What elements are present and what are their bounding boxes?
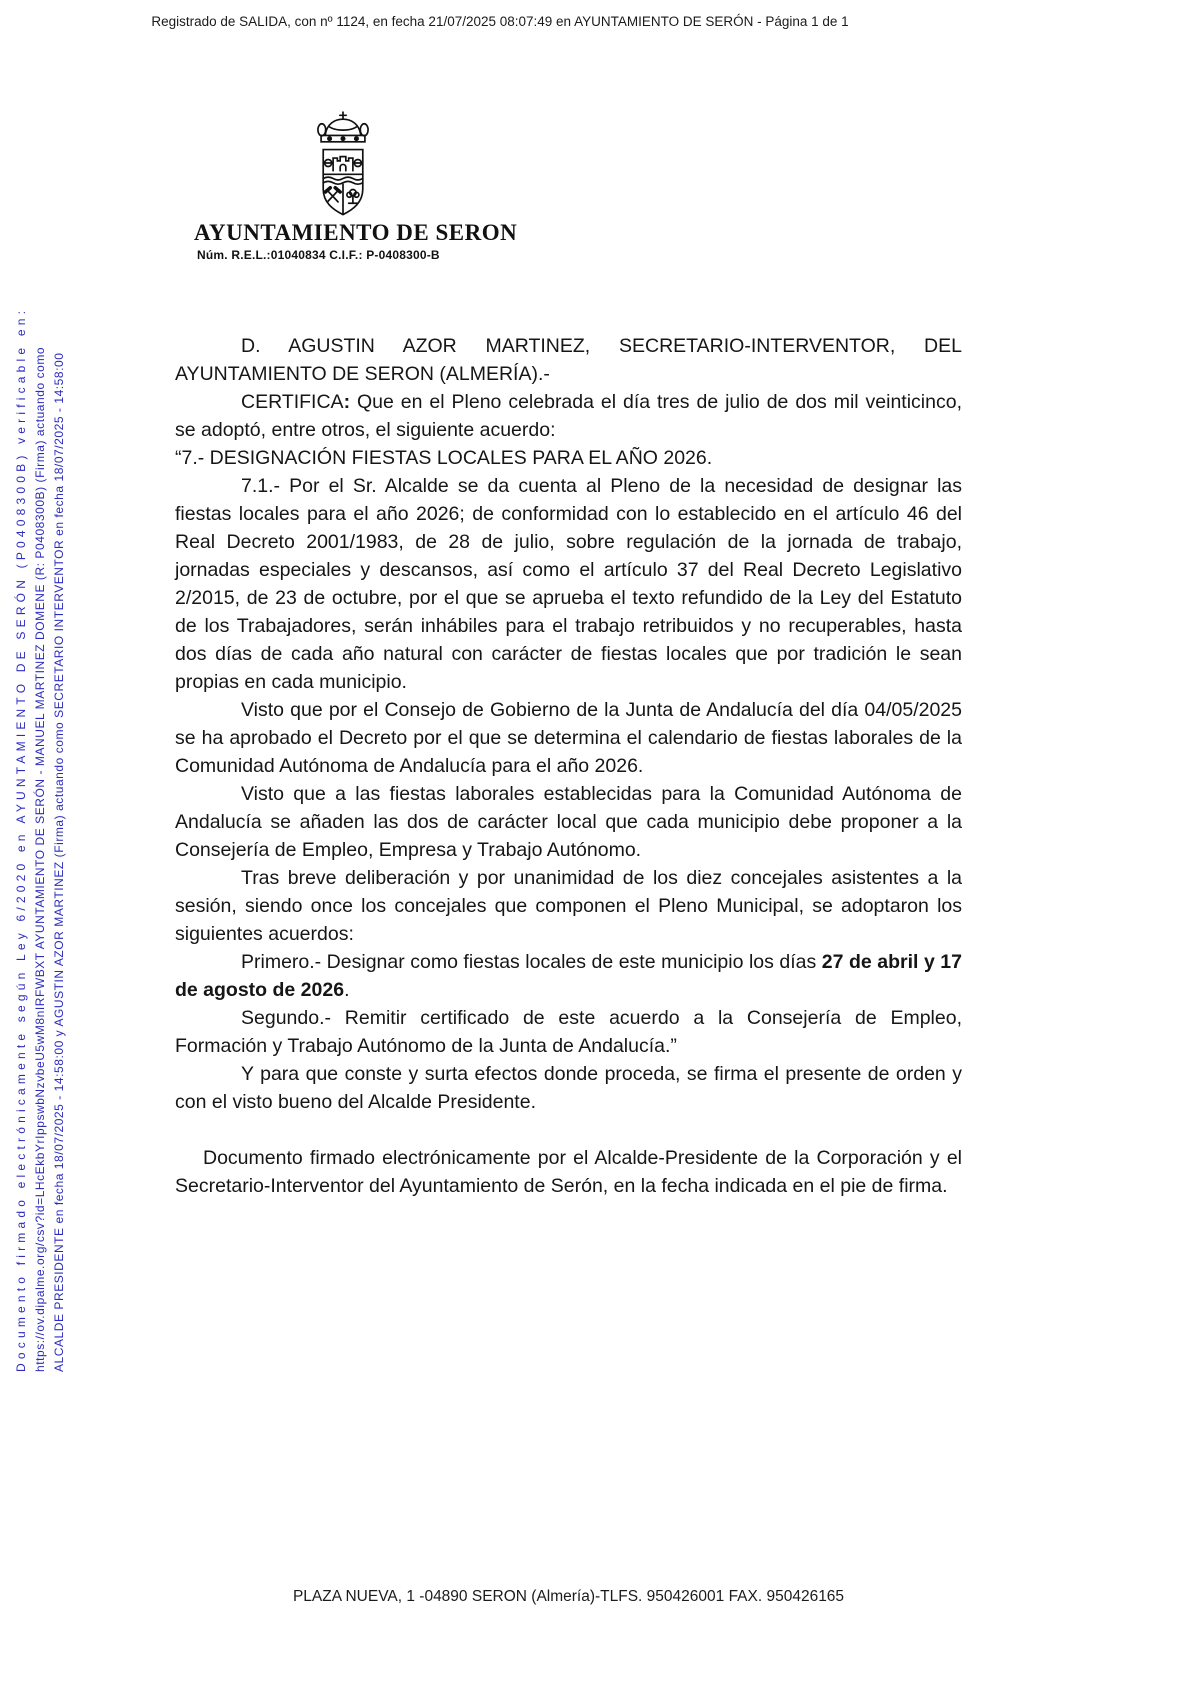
paragraph-signed-note: Documento firmado electrónicamente por el Alcalde-Presidente de la Corporación y el Secretario-Interventor del Ayuntamiento de Serón, en la fecha indicada en el pie de firma. [175,1147,962,1197]
paragraph-visto-2: Visto que a las fiestas laborales establecidas para la Comunidad Autónoma de Andalucía se añaden las dos de carácter local que cada municipio debe proponer a la Consejería de Empleo, Empresa y Trabajo Autónomo. [175,783,962,861]
paragraph-conste: Y para que conste y surta efectos donde proceda, se firma el presente de orden y con el visto bueno del Alcalde Presidente. [175,1063,962,1113]
footer-address: PLAZA NUEVA, 1 -04890 SERON (Almería)-TLFS. 950426001 FAX. 950426165 [292,1588,845,1605]
org-name: AYUNTAMIENTO DE SERON [194,220,518,245]
paragraph-certifica [175,388,962,444]
certifica-word: CERTIFICA [241,391,344,413]
primero-text: Primero.- Designar como fiestas locales de este municipio los días [241,951,822,973]
paragraph-7-1: 7.1.- Por el Sr. Alcalde se da cuenta al Pleno de la necesidad de designar las fiestas locales para el año 2026; de conformidad con lo establecido en el artículo 46 del Real Decreto 2001/1983, de 28 de julio, sobre regulación de la jornada de trabajo, jornadas especiales y descansos, así como el artículo 37 del Real Decreto Legislativo 2/2015, de 23 de octubre, por el que se aprueba el texto refundido de la Ley del Estatuto de los Trabajadores, serán inhábiles para el trabajo retribuidos y no recuperables, hasta dos días de cada año natural con carácter de fiestas locales que por tradición le sean propias en cada municipio. [175,475,962,693]
paragraph-primero [175,948,962,1004]
primero-period: . [344,979,350,1001]
certifica-colon: : [343,391,351,413]
paragraph-visto-1: Visto que por el Consejo de Gobierno de la Junta de Andalucía del día 04/05/2025 se ha aprobado el Decreto por el que se determina el calendario de fiestas laborales de la Comunidad Autónoma de Andalucía para el año 2026. [175,699,962,777]
paragraph-segundo: Segundo.- Remitir certificado de este acuerdo a la Consejería de Empleo, Formación y Trabajo Autónomo de la Junta de Andalucía.” [175,1007,962,1057]
paragraph-heading-7: “7.- DESIGNACIÓN FIESTAS LOCALES PARA EL AÑO 2026. [175,447,713,469]
signature-law-line: Documento firmado electrónicamente según Ley 6/2020 en AYUNTAMIENTO DE SERÓN (P0408300B) verificable en: [14,306,28,1372]
paragraph-tras: Tras breve deliberación y por unanimidad de los diez concejales asistentes a la sesión, siendo once los concejales que componen el Pleno Municipal, se adoptaron los siguientes acuerdos: [175,867,962,945]
signature-sidebar [12,192,72,1372]
signature-verify-url: https://ov.dipalme.org/csv?id=LHcEkbYrIppswbNzvbeU5wM8nIRFWBXT AYUNTAMIENTO DE SERÓN - MANUEL MARTINEZ DOMENE (R: P0408300B) (Firma) actuando como [33,346,47,1372]
primero-dates-bold: 27 de abril y 17 de agosto de 2026 [175,951,962,1001]
registration-header: Registrado de SALIDA, con nº 1124, en fecha 21/07/2025 08:07:49 en AYUNTAMIENTO DE SERÓN - Página 1 de 1 [151,14,849,29]
org-registry-ids: Núm. R.E.L.:01040834 C.I.F.: P-0408300-B [197,248,440,262]
certificate-body [175,332,962,1200]
certifica-text: Que en el Pleno celebrada el día tres de julio de dos mil veinticinco, se adoptó, entre otros, el siguiente acuerdo: [175,391,962,441]
coat-of-arms-icon [307,110,379,216]
signature-signers-line: ALCALDE PRESIDENTE en fecha 18/07/2025 - 14:58:00 y AGUSTIN AZOR MARTINEZ (Firma) actuando como SECRETARIO INTERVENTOR en fecha 18/07/2025 - 14:58:00 [52,352,66,1372]
paragraph-intro: D. AGUSTIN AZOR MARTINEZ, SECRETARIO-INTERVENTOR, DEL AYUNTAMIENTO DE SERON (ALMERÍA).- [175,335,962,385]
